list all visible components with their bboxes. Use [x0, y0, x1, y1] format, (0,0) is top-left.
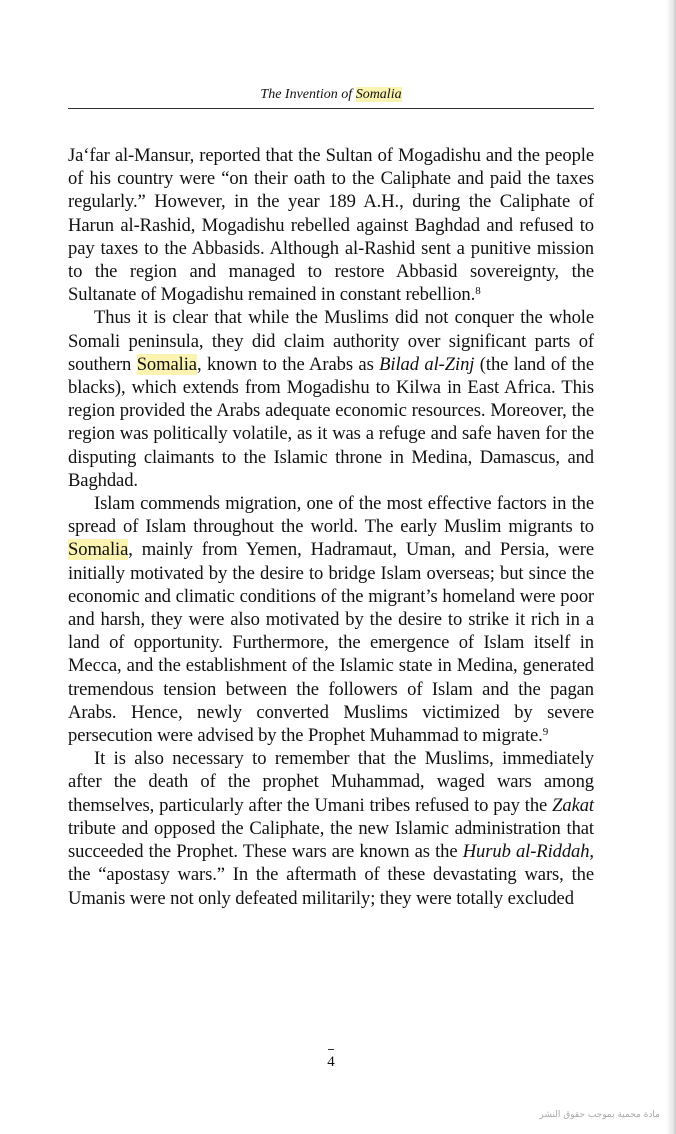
highlighted-term: Somalia [136, 353, 197, 375]
running-header-highlight: Somalia [355, 87, 402, 102]
page-edge-shadow [666, 0, 676, 1134]
italic-term: Hurub al-Riddah [462, 841, 590, 863]
text-run: Islam commends migration, one of the most effective factors in the spread of Islam throughout the world. The early Muslim migrants to [68, 493, 594, 538]
copyright-watermark: مادة محمية بموجب حقوق النشر [539, 1110, 660, 1120]
text-run: (the land of the blacks), which extends from Mogadishu to Kilwa in East Africa. This region provided the Arabs adequate economic resources. Moreover, the region was politically volatile, as it was a refuge and safe haven for the disputing claimants to the Islamic throne in Medina, Damascus, and Baghdad. [68, 353, 594, 491]
paragraph [68, 144, 594, 306]
italic-term: Bilad al-Zinj [379, 353, 475, 375]
body-text [68, 144, 594, 910]
text-run: , mainly from Yemen, Hadramaut, Uman, and Persia, were initially motivated by the desire to bridge Islam overseas; but since the economic and climatic conditions of the migrant’s homeland were poor and harsh, they were also motivated by the desire to strike it rich in a land of opportunity. Furthermore, the emergence of Islam itself in Mecca, and the establishment of the Islamic state in Medina, generated tremendous tension between the followers of Islam and the pagan Arabs. Hence, newly converted Muslims victimized by severe persecution were advised by the Prophet Muhammad to migrate. [68, 539, 594, 747]
running-header-title: The Invention of [260, 87, 356, 102]
running-header [68, 86, 594, 104]
folio-mark [328, 1049, 334, 1050]
italic-term: Zakat [552, 794, 594, 816]
paragraph [68, 306, 594, 492]
text-run: , known to the Arabs as [196, 353, 380, 375]
text-run: It is also necessary to remember that the Muslims, immediately after the death of the prophet Muhammad, waged wars among themselves, particularly after the Umani tribes refused to pay the [68, 748, 594, 816]
footnote-ref: 8 [475, 285, 481, 298]
header-rule [68, 108, 594, 109]
page-number: 4 [327, 1054, 335, 1070]
highlighted-term: Somalia [68, 539, 129, 561]
paragraph [68, 492, 594, 747]
text-run: Thus it is clear that while the Muslims did not conquer the whole Somali peninsula, they did claim authority over significant parts of southern [68, 307, 594, 375]
text-run: Ja‘far al-Mansur, reported that the Sultan of Mogadishu and the people of his country were “on their oath to the Caliphate and paid the taxes regularly.” However, in the year 189 A.H., during the Caliphate of Harun al-Rashid, Mogadishu rebelled against Baghdad and refused to pay taxes to the Abbasids. Although al-Rashid sent a punitive mission to the region and managed to restore Abbasid sovereignty, the Sultanate of Mogadishu remained in constant rebellion. [68, 145, 594, 306]
footnote-ref: 9 [542, 726, 549, 739]
paragraph [68, 747, 594, 909]
text-run: , the “apostasy wars.” In the aftermath of these devastating wars, the Umanis were not only defeated militarily; they were totally excluded [68, 841, 594, 909]
text-run: tribute and opposed the Caliphate, the new Islamic administration that succeeded the Prophet. These wars are known as the [68, 817, 594, 863]
